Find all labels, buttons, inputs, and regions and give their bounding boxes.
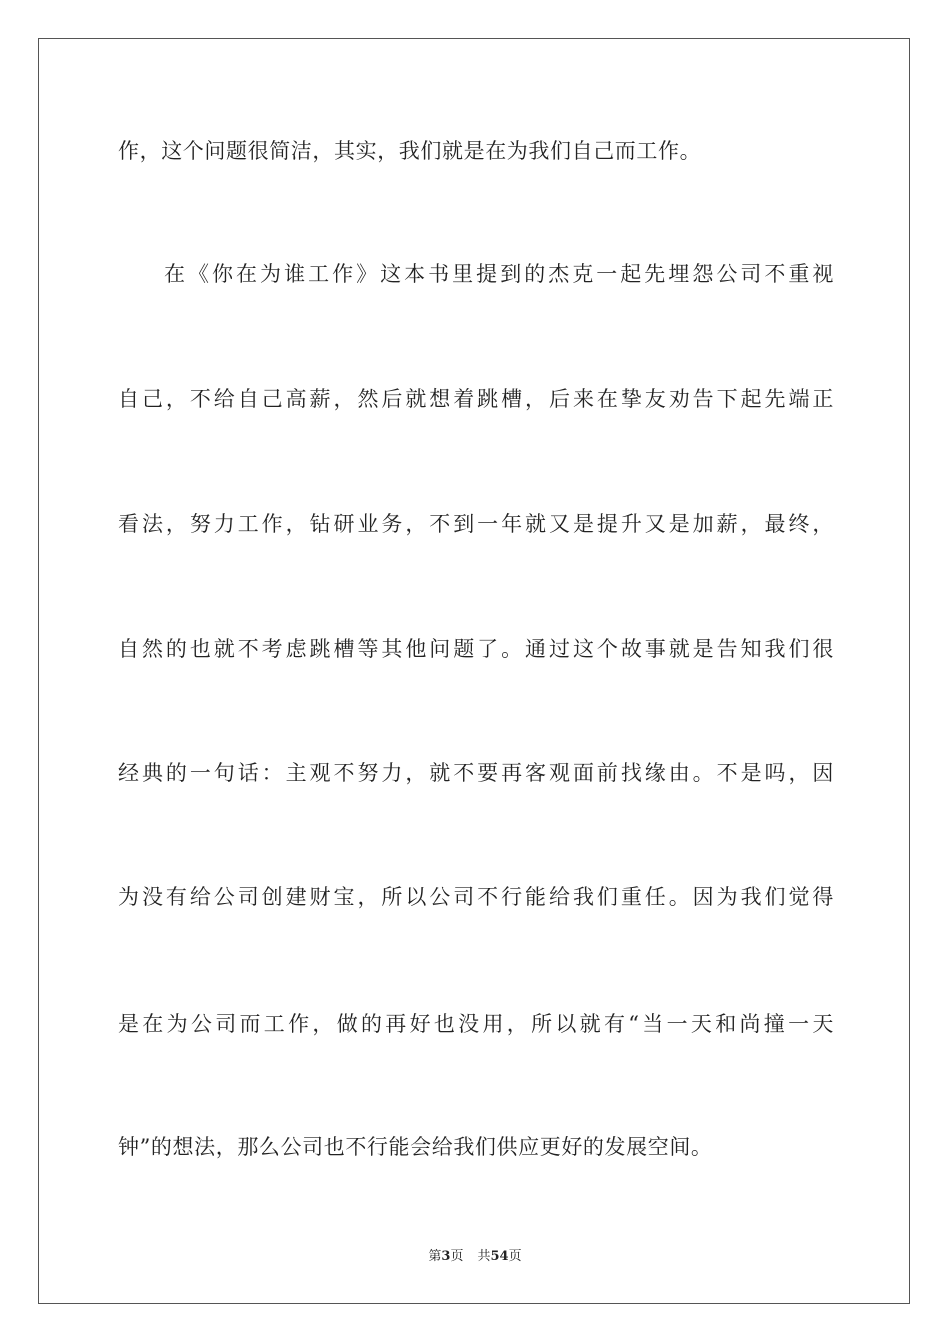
text-line-3: 自己，不给自己高薪，然后就想着跳槽，后来在挚友劝告下起先端正: [118, 387, 834, 411]
text-line-8: 是在为公司而工作，做的再好也没用，所以就有“当一天和尚撞一天: [118, 1012, 834, 1036]
total-pages: 54: [490, 1249, 509, 1264]
page-border: [38, 38, 910, 1304]
page-suffix: 页: [450, 1249, 464, 1264]
text-line-6: 经典的一句话：主观不努力，就不要再客观面前找缘由。不是吗，因: [118, 761, 834, 785]
text-line-1: 作，这个问题很简洁，其实，我们就是在为我们自己而工作。: [118, 139, 702, 163]
total-prefix: 共: [477, 1249, 491, 1264]
page-prefix: 第: [428, 1249, 442, 1264]
text-line-7: 为没有给公司创建财宝，所以公司不行能给我们重任。因为我们觉得: [118, 885, 834, 909]
total-suffix: 页: [508, 1249, 522, 1264]
page-footer: [0, 1248, 950, 1266]
text-line-4: 看法，努力工作，钻研业务，不到一年就又是提升又是加薪，最终，: [118, 512, 834, 536]
text-line-5: 自然的也就不考虑跳槽等其他问题了。通过这个故事就是告知我们很: [118, 637, 834, 661]
page-number: 3: [441, 1249, 451, 1264]
text-line-9: 钟”的想法，那么公司也不行能会给我们供应更好的发展空间。: [118, 1135, 713, 1159]
text-line-2: 在《你在为谁工作》这本书里提到的杰克一起先埋怨公司不重视: [164, 262, 834, 286]
